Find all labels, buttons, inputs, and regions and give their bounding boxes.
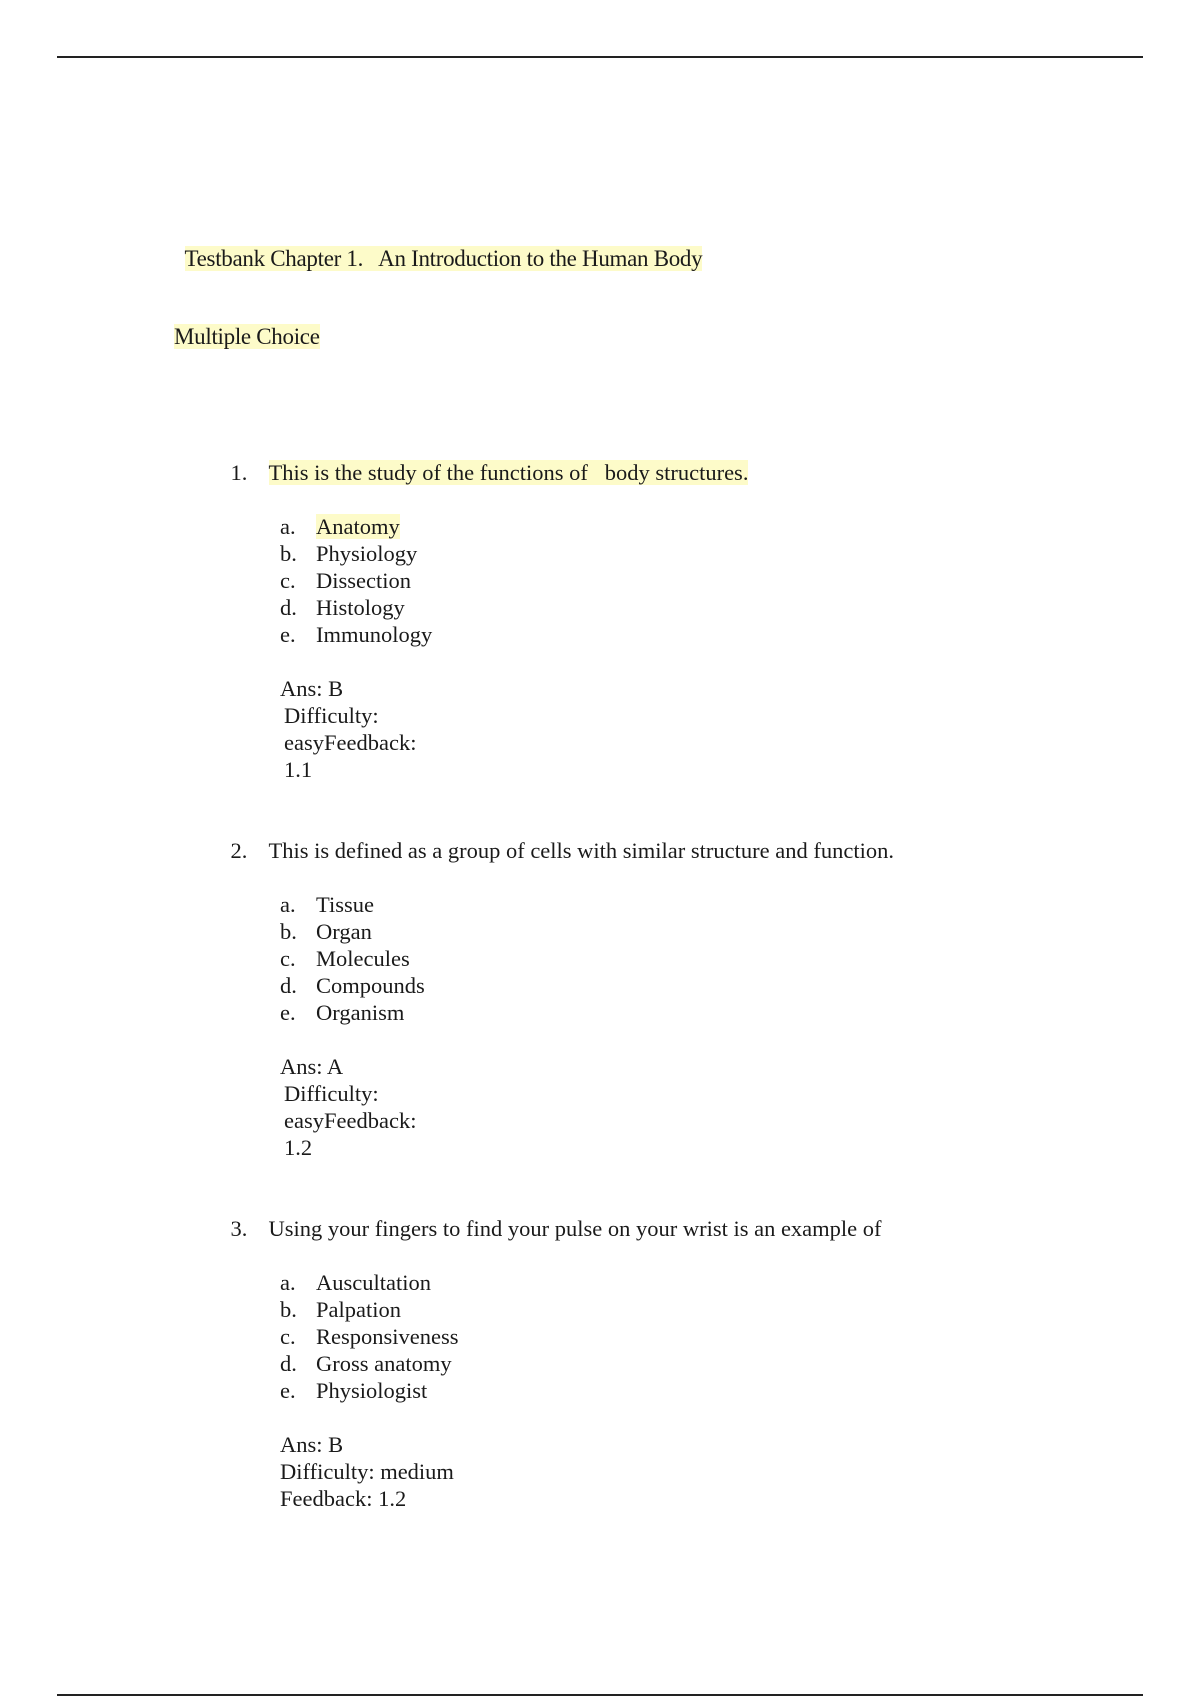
option-a bbox=[280, 513, 748, 540]
feedback-line: Feedback: 1.2 bbox=[280, 1486, 407, 1511]
option-c bbox=[280, 567, 748, 594]
feedback-ref-line: 1.1 bbox=[284, 757, 313, 782]
section-heading-text: Multiple Choice bbox=[174, 324, 320, 349]
difficulty-line: Difficulty: medium bbox=[280, 1459, 454, 1484]
answer-line: Ans: B bbox=[280, 1432, 344, 1457]
question-stem bbox=[208, 810, 894, 891]
option-b bbox=[280, 540, 748, 567]
option-text: Physiologist bbox=[316, 1378, 428, 1403]
option-text: Dissection bbox=[316, 568, 411, 593]
question-number: 3. bbox=[230, 1216, 248, 1241]
option-text: Physiology bbox=[316, 541, 418, 566]
answer-meta bbox=[280, 675, 748, 783]
option-letter: a. bbox=[280, 1270, 296, 1295]
question-3 bbox=[208, 1188, 882, 1512]
option-letter: d. bbox=[280, 595, 297, 620]
answer-line: Ans: A bbox=[280, 1054, 344, 1079]
option-letter: c. bbox=[280, 1324, 296, 1349]
option-d bbox=[280, 972, 894, 999]
question-stem bbox=[208, 432, 748, 513]
option-text: Gross anatomy bbox=[316, 1351, 452, 1376]
answer-line: Ans: B bbox=[280, 676, 344, 701]
option-list bbox=[280, 891, 894, 1026]
bottom-rule bbox=[57, 1694, 1143, 1696]
option-letter: b. bbox=[280, 919, 297, 944]
option-letter: d. bbox=[280, 973, 297, 998]
option-letter: d. bbox=[280, 1351, 297, 1376]
option-list bbox=[280, 513, 748, 648]
document-title bbox=[174, 214, 702, 274]
question-text: This is the study of the functions of body structures. bbox=[268, 460, 749, 485]
option-text: Tissue bbox=[316, 892, 374, 917]
difficulty-line: Difficulty: bbox=[284, 1081, 379, 1106]
option-e bbox=[280, 999, 894, 1026]
top-rule bbox=[57, 56, 1143, 58]
option-e bbox=[280, 621, 748, 648]
option-letter: a. bbox=[280, 514, 296, 539]
option-letter: e. bbox=[280, 1000, 296, 1025]
question-text: Using your fingers to find your pulse on your wrist is an example of bbox=[268, 1216, 882, 1241]
option-c bbox=[280, 1323, 882, 1350]
option-text: Responsiveness bbox=[316, 1324, 459, 1349]
option-text: Compounds bbox=[316, 973, 425, 998]
option-a bbox=[280, 1269, 882, 1296]
option-text: Anatomy bbox=[316, 514, 400, 539]
document-title-text: Testbank Chapter 1. An Introduction to the Human Body bbox=[184, 246, 703, 271]
option-letter: b. bbox=[280, 541, 297, 566]
option-text: Molecules bbox=[316, 946, 410, 971]
option-letter: a. bbox=[280, 892, 296, 917]
answer-meta bbox=[280, 1053, 894, 1161]
option-c bbox=[280, 945, 894, 972]
option-letter: c. bbox=[280, 946, 296, 971]
option-letter: e. bbox=[280, 1378, 296, 1403]
option-b bbox=[280, 1296, 882, 1323]
feedback-line: easyFeedback: bbox=[284, 730, 417, 755]
option-d bbox=[280, 1350, 882, 1377]
option-text: Histology bbox=[316, 595, 405, 620]
option-text: Palpation bbox=[316, 1297, 401, 1322]
option-d bbox=[280, 594, 748, 621]
question-number: 2. bbox=[230, 838, 248, 863]
difficulty-line: Difficulty: bbox=[284, 703, 379, 728]
option-text: Organ bbox=[316, 919, 372, 944]
feedback-ref-line: 1.2 bbox=[284, 1135, 313, 1160]
question-text: This is defined as a group of cells with similar structure and function. bbox=[268, 838, 894, 863]
option-letter: b. bbox=[280, 1297, 297, 1322]
option-letter: c. bbox=[280, 568, 296, 593]
answer-meta bbox=[280, 1431, 882, 1512]
question-2 bbox=[208, 810, 894, 1161]
option-list bbox=[280, 1269, 882, 1404]
option-text: Immunology bbox=[316, 622, 433, 647]
feedback-line: easyFeedback: bbox=[284, 1108, 417, 1133]
question-stem bbox=[208, 1188, 882, 1269]
option-a bbox=[280, 891, 894, 918]
option-text: Auscultation bbox=[316, 1270, 431, 1295]
section-heading bbox=[174, 322, 320, 352]
option-text: Organism bbox=[316, 1000, 405, 1025]
option-letter: e. bbox=[280, 622, 296, 647]
question-1 bbox=[208, 432, 748, 783]
option-b bbox=[280, 918, 894, 945]
option-e bbox=[280, 1377, 882, 1404]
question-number: 1. bbox=[230, 460, 248, 485]
